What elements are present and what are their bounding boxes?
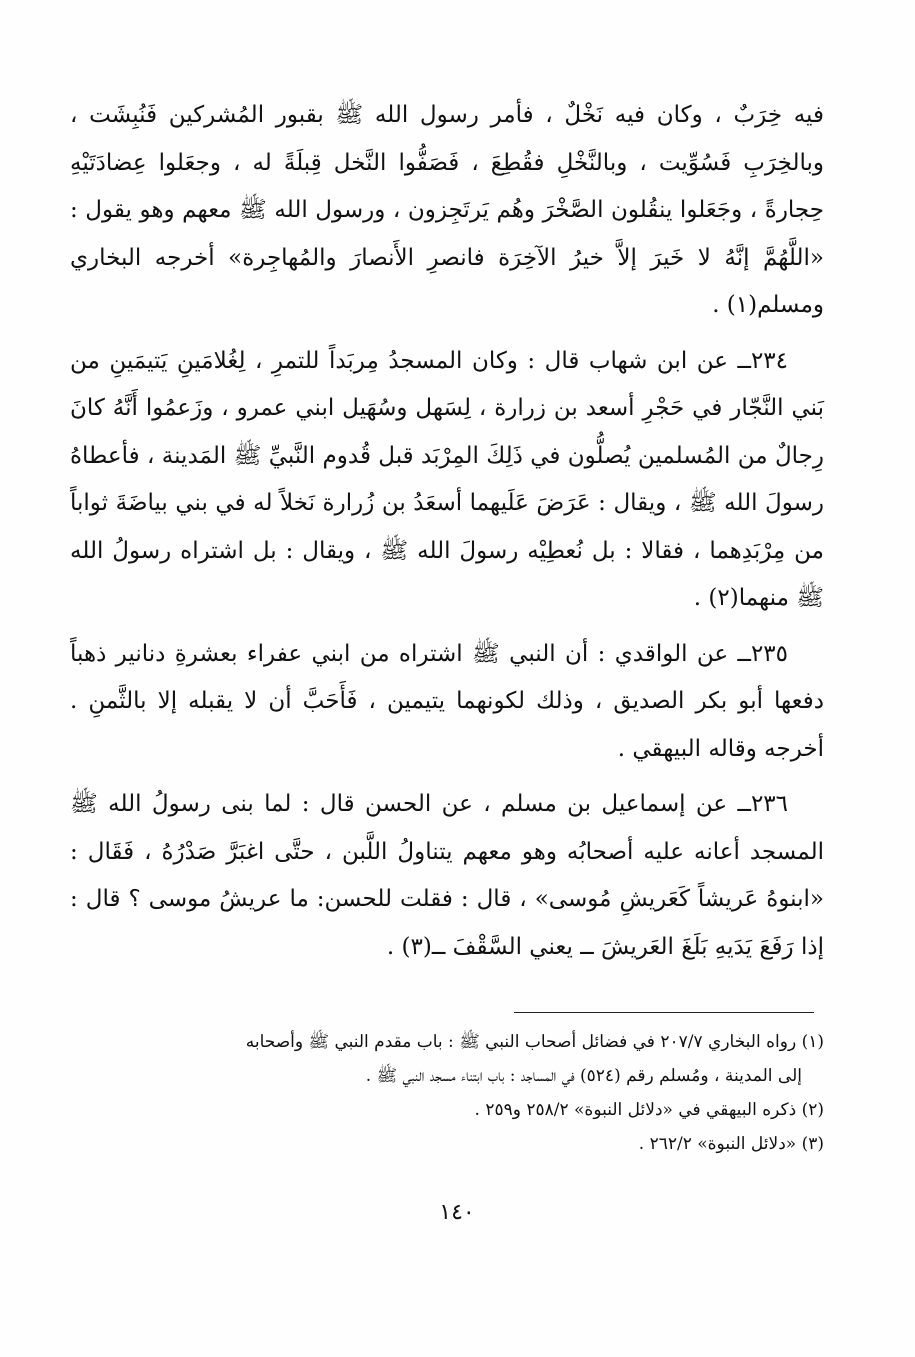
footnote-separator xyxy=(514,1012,814,1013)
footnote-1-text: (١) رواه البخاري ٢٠٧/٧ في فضائل أصحاب النبي ﷺ : باب مقدم النبي ﷺ وأصحابه xyxy=(245,1032,824,1052)
paragraph-235: ٢٣٥ــ عن الواقدي : أن النبي ﷺ اشتراه من ابني عفراء بعشرةِ دنانير ذهباً دفعها أبو بكر الصديق ، وذلك لكونهما يتيمين ، فَأَحَبَّ أن لا يقبله إلا بالثَّمنِ . أخرجه وقاله البيهقي . xyxy=(70,640,824,762)
paragraph-continuation: فيه خِرَبٌ ، وكان فيه نَخْلٌ ، فأمر رسول الله ﷺ بقبور المُشركين فَنُبِشَت ، وبالخِرَبِ فَسُوِّيت ، وبالنَّخْلِ فقُطِعَ ، فَصَفُّوا النَّخل قِبلَةً له ، وجعَلوا عِضادَتَيْهِ حِجارةً ، وجَعَلوا ينقُلون الصَّخْرَ وهُم يَرتَجِزون ، ورسول الله ﷺ معهم وهو يقول : «اللَّهُمَّ إنَّهُ لا خَيرَ إلاَّ خيرُ الآخِرَة فانصرِ الأَنصارَ والمُهاجِرة» أخرجه البخاري ومسلم(١) . xyxy=(70,102,824,318)
footnote-3 xyxy=(70,1127,824,1161)
paragraph-236: ٢٣٦ــ عن إسماعيل بن مسلم ، عن الحسن قال : لما بنى رسولُ الله ﷺ المسجد أعانه عليه أصحابُه وهو معهم يتناولُ اللَّبن ، حتَّى اغبَرَّ صَدْرُهُ ، فَقَال : «ابنوهُ عَريشاً كَعَريشِ مُوسى» ، قال : فقلت للحسن: ما عريشُ موسى ؟ قال : إذا رَفَعَ يَدَيهِ بَلَغَ العَريشَ ــ يعني السَّقْفَ ــ(٣) . xyxy=(70,791,824,960)
footnote-2-text: (٢) ذكره البيهقي في «دلائل النبوة» ٢٥٨/٢ و٢٥٩ . xyxy=(474,1100,824,1120)
main-text-body xyxy=(70,92,824,971)
footnote-3-text: (٣) «دلائل النبوة» ٢٦٢/٢ . xyxy=(638,1134,824,1154)
footnote-2 xyxy=(70,1093,824,1127)
footnotes-section xyxy=(70,1025,824,1161)
footnote-1-continuation: إلى المدينة ، ومُسلم رقم (٥٢٤) في المساجد : باب ابتناء مسجد النبي ﷺ . xyxy=(365,1066,802,1086)
paragraph-234: ٢٣٤ــ عن ابن شهاب قال : وكان المسجدُ مِربَداً للتمرِ ، لِغُلامَينِ يَتيمَينِ من بَني النَّجّار في حَجْرِ أسعد بن زرارة ، لِسَهل وسُهَيل ابني عمرو ، وزَعمُوا أَنَّهُ كانَ رِجالٌ من المُسلمين يُصلُّون في ذَلِكَ المِرْبَد قبل قُدوم النَّبيِّ ﷺ المَدينة ، فأعطاهُ رسولَ الله ﷺ ، ويقال : عَرَضَ عَلَيهما أسعَدُ بن زُرارة نَخلاً له في بني بياضَةَ ثواباً من مِرْبَدِهما ، فقالا : بل نُعطِيْه رسولَ الله ﷺ ، ويقال : بل اشتراه رسولُ الله ﷺ منهما(٢) . xyxy=(70,347,824,611)
page-number: ١٤٠ xyxy=(439,1200,475,1225)
footnote-1 xyxy=(70,1025,824,1093)
